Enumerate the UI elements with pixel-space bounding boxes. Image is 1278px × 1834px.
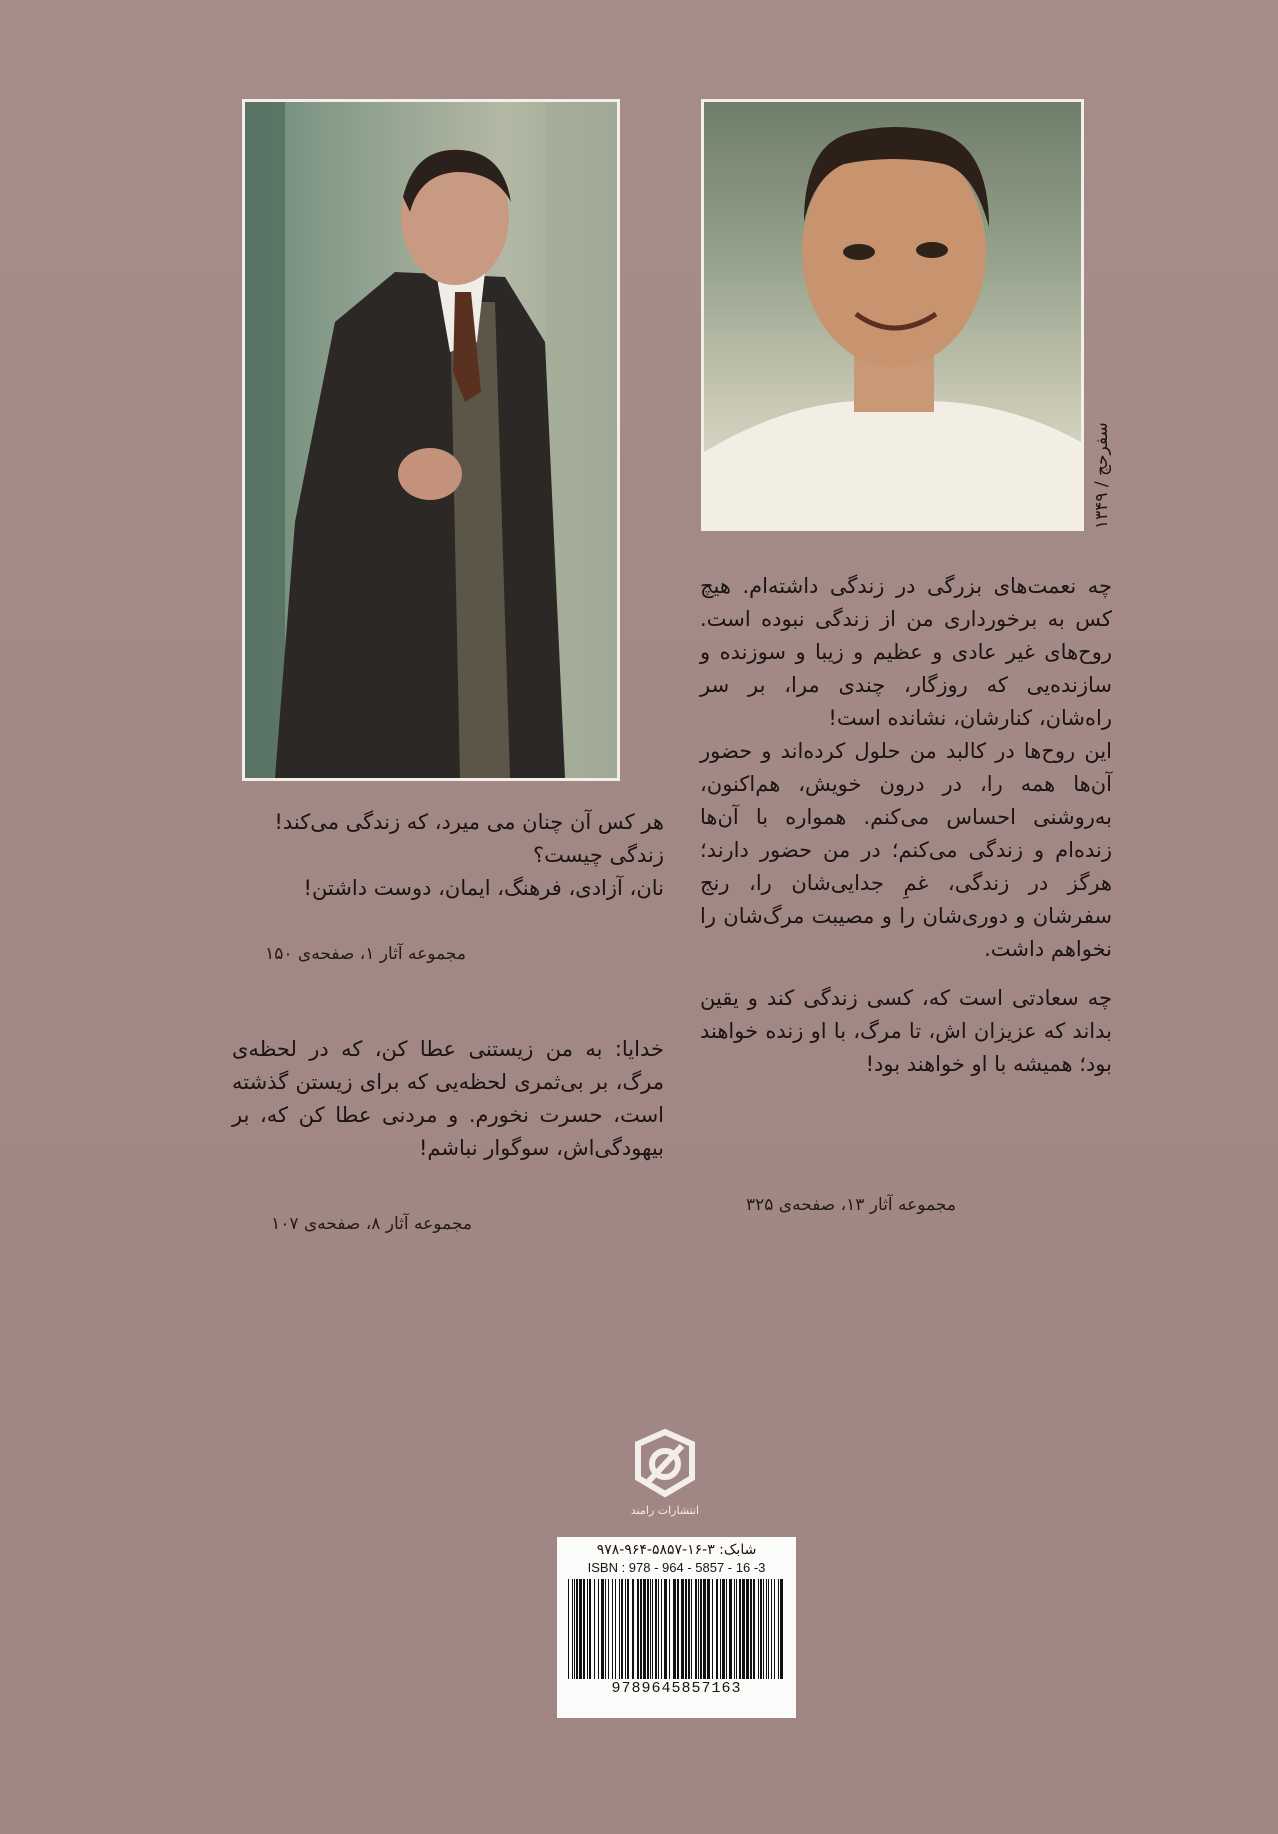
publisher-name: انتشارات رامند bbox=[630, 1504, 700, 1517]
barcode-bar bbox=[587, 1579, 588, 1679]
barcode-bar bbox=[664, 1579, 667, 1679]
barcode-bar bbox=[685, 1579, 687, 1679]
barcode-bar bbox=[716, 1579, 718, 1679]
barcode-bar bbox=[736, 1579, 737, 1679]
barcode-bar bbox=[720, 1579, 721, 1679]
barcode-bar bbox=[655, 1579, 657, 1679]
barcode-bar bbox=[627, 1579, 629, 1679]
barcode-bar bbox=[574, 1579, 575, 1679]
barcode-bar bbox=[760, 1579, 762, 1679]
barcode-bar bbox=[695, 1579, 697, 1679]
barcode-bar bbox=[579, 1579, 582, 1679]
barcode-bar bbox=[780, 1579, 783, 1679]
quote-paragraph-2: این روح‌ها در کالبد من حلول کرده‌اند و حضور آن‌ها همه را، در درون خویش، هم‌اکنون، به‌روشنی احساس می‌کنم. همواره با آن‌ها زنده‌ام و زندگی می‌کنم؛ در من حضور دارند؛ هرگز در زندگی، غمِ جدایی‌شان را، رنج سفرشان و دوری‌شان را و مصیبت مرگ‌شان را نخواهم داشت. bbox=[700, 739, 1112, 961]
barcode-bar bbox=[589, 1579, 591, 1679]
barcode-bar bbox=[758, 1579, 759, 1679]
barcode-bar bbox=[615, 1579, 616, 1679]
barcode-bar bbox=[673, 1579, 676, 1679]
barcode-bar bbox=[753, 1579, 755, 1679]
barcode-bar bbox=[768, 1579, 769, 1679]
barcode-bar bbox=[598, 1579, 599, 1679]
barcode-bar bbox=[703, 1579, 706, 1679]
barcode-bar bbox=[583, 1579, 585, 1679]
barcode-bar bbox=[691, 1579, 692, 1679]
barcode-bar bbox=[652, 1579, 653, 1679]
barcode-bar bbox=[778, 1579, 779, 1679]
publisher-logo bbox=[630, 1428, 700, 1522]
barcode-bar bbox=[640, 1579, 642, 1679]
barcode-bar bbox=[688, 1579, 690, 1679]
barcode-graphic bbox=[566, 1579, 788, 1679]
barcode-bar bbox=[712, 1579, 713, 1679]
barcode-bar bbox=[774, 1579, 775, 1679]
right-quote-source: مجموعه آثار ۱۳، صفحه‌ی ۳۲۵ bbox=[745, 1195, 956, 1215]
barcode-bar bbox=[605, 1579, 606, 1679]
barcode-bar bbox=[568, 1579, 569, 1679]
barcode-bar bbox=[601, 1579, 604, 1679]
barcode-bar bbox=[643, 1579, 646, 1679]
portrait-photo-face bbox=[701, 99, 1084, 531]
right-quote-block bbox=[700, 570, 1112, 1081]
quote1-line-1: هر کس آن چنان می میرد، که زندگی می‌کند! bbox=[274, 810, 664, 834]
left-quote-block-2 bbox=[232, 1033, 664, 1165]
barcode-bar bbox=[726, 1579, 727, 1679]
barcode-bar bbox=[742, 1579, 745, 1679]
smiling-man-illustration bbox=[704, 102, 1081, 528]
barcode-bar bbox=[608, 1579, 609, 1679]
portrait-photo-standing bbox=[242, 99, 620, 781]
isbn-persian: شابک: ۳-۱۶-۵۸۵۷-۹۶۴-۹۷۸ bbox=[596, 1542, 757, 1558]
barcode-bar bbox=[722, 1579, 725, 1679]
barcode-bar bbox=[576, 1579, 578, 1679]
barcode-bar bbox=[632, 1579, 634, 1679]
barcode-bar bbox=[763, 1579, 764, 1679]
barcode-bar bbox=[669, 1579, 670, 1679]
isbn-barcode-panel bbox=[557, 1537, 796, 1718]
left-quote-source-1: مجموعه آثار ۱، صفحه‌ی ۱۵۰ bbox=[265, 944, 466, 964]
photo-caption-hajj: سفرحج / ۱۳۴۹ bbox=[1092, 422, 1112, 530]
barcode-bar bbox=[681, 1579, 684, 1679]
barcode-bar bbox=[766, 1579, 767, 1679]
standing-man-illustration bbox=[245, 102, 617, 778]
barcode-bar bbox=[707, 1579, 710, 1679]
quote2-paragraph: خدایا: به من زیستنی عطا کن، که در لحظه‌ی مرگ، بر بی‌ثمری لحظه‌یی که برای زیستن گذشته است، حسرت نخورم. و مردنی عطا کن که، بر بیهودگی‌اش، سوگوار نباشم! bbox=[232, 1037, 664, 1160]
left-quote-source-2: مجموعه آثار ۸، صفحه‌ی ۱۰۷ bbox=[271, 1214, 472, 1234]
quote-paragraph-1: چه نعمت‌های بزرگی در زندگی داشته‌ام. هیچ کس به برخورداری من از زندگی نبوده است. روح‌های غیر عادی و عظیم و زیبا و سوزنده و سازنده‌یی که روزگار، چندی مرا، بر سر راه‌شان، کنارشان، نشانده است! bbox=[700, 574, 1112, 730]
isbn-latin: ISBN : 978 - 964 - 5857 - 16 -3 bbox=[587, 1560, 766, 1575]
barcode-bar bbox=[698, 1579, 699, 1679]
left-quote-block-1 bbox=[232, 806, 664, 905]
barcode-bar bbox=[658, 1579, 659, 1679]
quote1-line-2: زندگی چیست؟ bbox=[532, 843, 664, 867]
quote-paragraph-3: چه سعادتی است که، کسی زندگی کند و یقین بداند که عزیزان اش، تا مرگ، با او زنده خواهند بود؛ همیشه با او خواهند بود! bbox=[700, 986, 1112, 1076]
barcode-bar bbox=[594, 1579, 595, 1679]
barcode-bar bbox=[572, 1579, 573, 1679]
quote1-line-3: نان، آزادی، فرهنگ، ایمان، دوست داشتن! bbox=[303, 876, 664, 900]
barcode-bar bbox=[771, 1579, 772, 1679]
barcode-bar bbox=[677, 1579, 679, 1679]
barcode-bar bbox=[734, 1579, 735, 1679]
barcode-bar bbox=[650, 1579, 651, 1679]
barcode-bar bbox=[700, 1579, 702, 1679]
barcode-bar bbox=[619, 1579, 620, 1679]
barcode-bar bbox=[625, 1579, 626, 1679]
barcode-bar bbox=[661, 1579, 662, 1679]
barcode-bar bbox=[750, 1579, 752, 1679]
barcode-bar bbox=[746, 1579, 749, 1679]
barcode-bar bbox=[637, 1579, 639, 1679]
barcode-digits: 9789645857163 bbox=[611, 1680, 742, 1697]
barcode-bar bbox=[621, 1579, 623, 1679]
barcode-bar bbox=[739, 1579, 741, 1679]
barcode-bar bbox=[612, 1579, 613, 1679]
publisher-logo-icon bbox=[634, 1428, 696, 1498]
barcode-bar bbox=[729, 1579, 732, 1679]
barcode-bar bbox=[647, 1579, 649, 1679]
